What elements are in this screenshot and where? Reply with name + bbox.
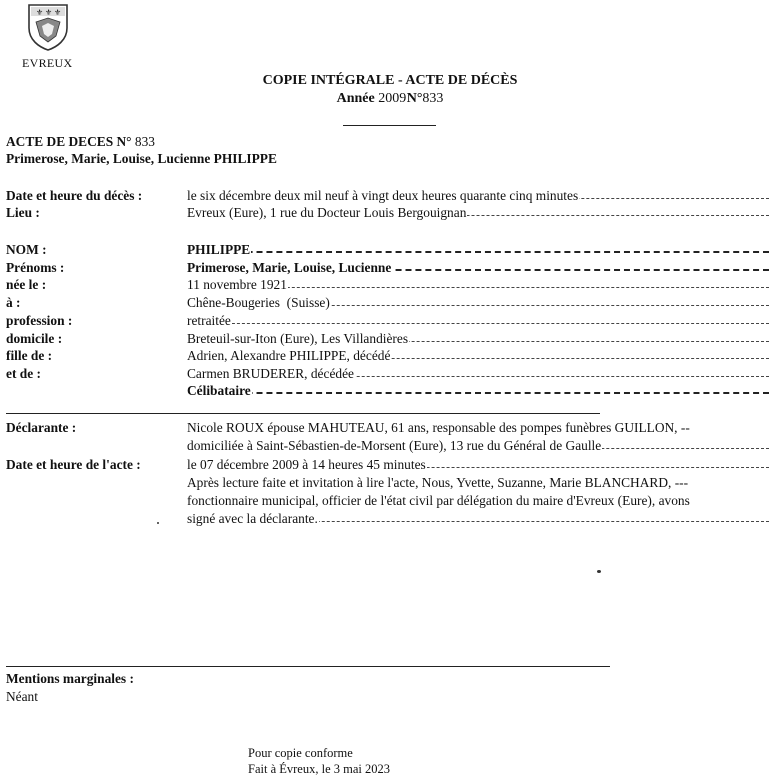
- declarant-line-1: Nicole ROUX épouse MAHUTEAU, 61 ans, responsable des pompes funèbres GUILLON, --: [187, 420, 690, 435]
- svg-text:⚜: ⚜: [54, 8, 62, 17]
- mentions-label: Mentions marginales :: [6, 671, 134, 686]
- death-date-label: Date et heure du décès :: [6, 188, 143, 203]
- prenoms-value: Primerose, Marie, Louise, Lucienne: [187, 260, 769, 278]
- declarant-label: Déclarante :: [6, 420, 77, 435]
- svg-text:⚜: ⚜: [36, 8, 44, 17]
- act-text-line-3: signé avec la déclarante.: [187, 511, 769, 529]
- nom-value: PHILIPPE: [187, 242, 769, 260]
- father-label: fille de :: [6, 348, 53, 363]
- document-subtitle: [0, 91, 780, 107]
- birth-date-value: 11 novembre 1921: [187, 277, 769, 295]
- act-title-label: ACTE DE DECES N°: [6, 134, 132, 149]
- mother-value: Carmen BRUDERER, décédée: [187, 366, 769, 384]
- section-divider-1: [6, 413, 600, 414]
- city-crest-icon: [26, 2, 70, 52]
- act-text-line-1: Après lecture faite et invitation à lire l'acte, Nous, Yvette, Suzanne, Marie BLANCHARD, ---: [187, 475, 689, 490]
- mother-label: et de :: [6, 366, 41, 381]
- scan-speck: [157, 522, 159, 524]
- birth-date-label: née le :: [6, 277, 47, 292]
- declarant-line-2: domiciliée à Saint-Sébastien-de-Morsent (Eure), 13 rue du Général de Gaulle: [187, 438, 769, 456]
- death-place-value: Evreux (Eure), 1 rue du Docteur Louis Bergouignan: [187, 205, 769, 223]
- act-date-label: Date et heure de l'acte :: [6, 457, 141, 472]
- mentions-value: Néant: [6, 689, 38, 704]
- profession-value: retraitée: [187, 313, 769, 331]
- father-value: Adrien, Alexandre PHILIPPE, décédé: [187, 348, 769, 366]
- death-date-value: le six décembre deux mil neuf à vingt deux heures quarante cinq minutes: [187, 188, 769, 206]
- act-date-value: le 07 décembre 2009 à 14 heures 45 minutes: [187, 457, 769, 475]
- scan-speck: [597, 570, 601, 573]
- svg-text:⚜: ⚜: [45, 8, 53, 17]
- act-number: 833: [134, 134, 155, 149]
- year-value: 2009: [378, 91, 407, 106]
- act-text-line-2: fonctionnaire municipal, officier de l'état civil par délégation du maire d'Evreux (Eure), avons: [187, 493, 690, 508]
- footer-certified-copy: Pour copie conforme: [248, 746, 353, 760]
- profession-label: profession :: [6, 313, 73, 328]
- nom-label: NOM :: [6, 242, 47, 257]
- city-name: EVREUX: [22, 56, 73, 70]
- birth-place-label: à :: [6, 295, 21, 310]
- prenoms-label: Prénoms :: [6, 260, 65, 275]
- section-divider-2: [6, 666, 610, 667]
- act-title: [6, 134, 155, 150]
- number-value: 833: [422, 91, 444, 106]
- footer-issued-date: Fait à Évreux, le 3 mai 2023: [248, 762, 390, 776]
- year-label: Année: [336, 91, 375, 106]
- domicile-label: domicile :: [6, 331, 63, 346]
- title-divider: [343, 125, 436, 126]
- domicile-value: Breteuil-sur-Iton (Eure), Les Villandières: [187, 331, 769, 349]
- document-title: COPIE INTÉGRALE - ACTE DE DÉCÈS: [262, 73, 518, 88]
- number-label: N°: [406, 91, 423, 106]
- deceased-full-name: Primerose, Marie, Louise, Lucienne PHILIPPE: [6, 151, 277, 166]
- death-place-label: Lieu :: [6, 205, 40, 220]
- marital-status-value: Célibataire: [187, 383, 769, 401]
- birth-place-value: Chêne-Bougeries (Suisse): [187, 295, 769, 313]
